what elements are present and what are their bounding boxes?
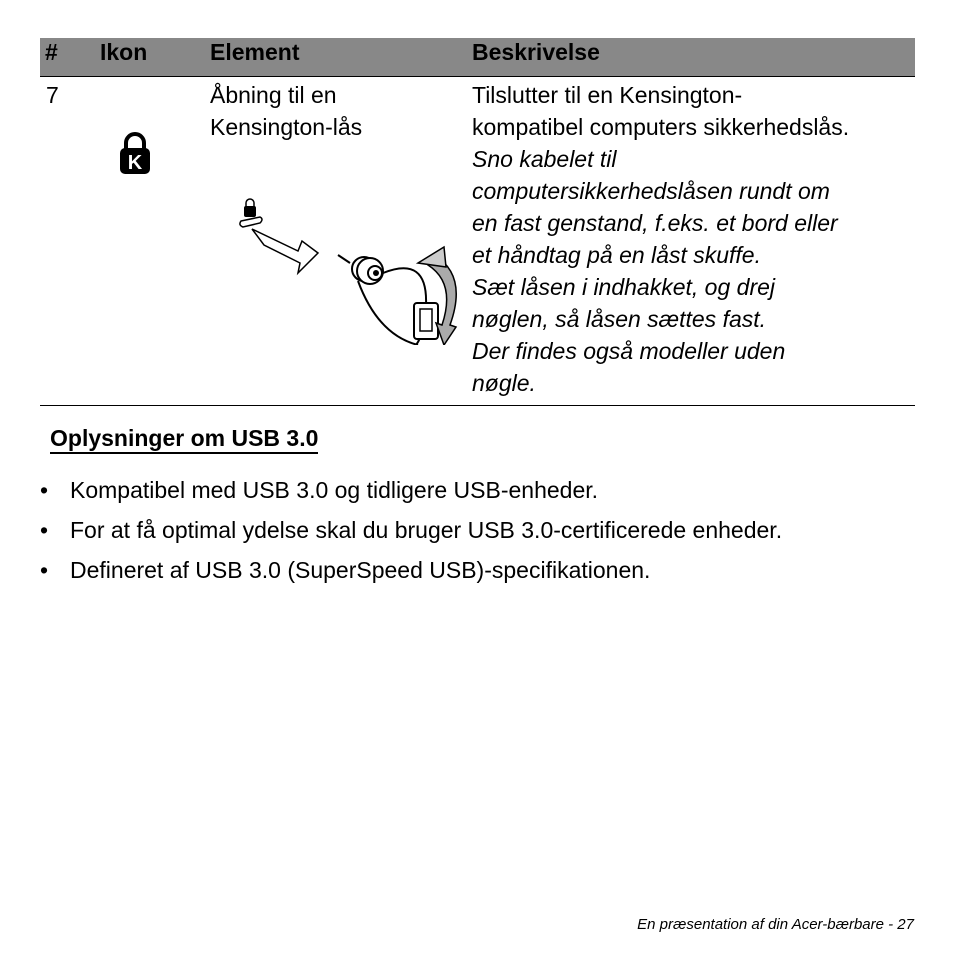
element-name: [210, 79, 410, 143]
description-italic-line: Der findes også modeller uden: [472, 338, 786, 364]
element-line: Kensington-lås: [210, 114, 363, 140]
description-italic-line: Sæt låsen i indhakket, og drej: [472, 274, 776, 300]
element-line: Åbning til en: [210, 82, 337, 108]
list-item-text: For at få optimal ydelse skal du bruger USB 3.0-certificerede enheder.: [70, 517, 783, 543]
description-italic-line: et håndtag på en låst skuffe.: [472, 242, 761, 268]
header-icon: Ikon: [100, 39, 148, 65]
bullet-icon: •: [40, 517, 49, 543]
kensington-lock-icon: [118, 131, 152, 175]
header-num: #: [45, 39, 58, 65]
list-item-text: Kompatibel med USB 3.0 og tidligere USB-enheder.: [70, 477, 599, 503]
svg-text:K: K: [127, 152, 143, 174]
table-header: [40, 38, 915, 77]
list-item: [40, 514, 920, 554]
description-italic-line: nøgle.: [472, 370, 536, 396]
page-footer: En præsentation af din Acer-bærbare - 27: [637, 916, 914, 933]
bullet-icon: •: [40, 557, 49, 583]
kensington-lock-illustration: [238, 195, 470, 345]
description-italic-line: Sno kabelet til: [472, 146, 617, 172]
description-line: kompatibel computers sikkerhedslås.: [472, 114, 850, 140]
bullet-icon: •: [40, 477, 49, 503]
row-number: 7: [46, 82, 59, 108]
header-description: Beskrivelse: [472, 39, 600, 65]
bullet-list: [40, 474, 920, 594]
list-item-text: Defineret af USB 3.0 (SuperSpeed USB)-specifikationen.: [70, 557, 651, 583]
features-table: [40, 38, 915, 406]
section-title: Oplysninger om USB 3.0: [50, 424, 318, 454]
element-description: [472, 79, 917, 399]
description-italic-line: computersikkerhedslåsen rundt om: [472, 178, 830, 204]
list-item: [40, 474, 920, 514]
table-row: [40, 77, 915, 406]
description-italic-line: en fast genstand, f.eks. et bord eller: [472, 210, 838, 236]
description-line: Tilslutter til en Kensington-: [472, 82, 743, 108]
header-element: Element: [210, 39, 300, 65]
list-item: [40, 554, 920, 594]
description-italic-line: nøglen, så låsen sættes fast.: [472, 306, 767, 332]
